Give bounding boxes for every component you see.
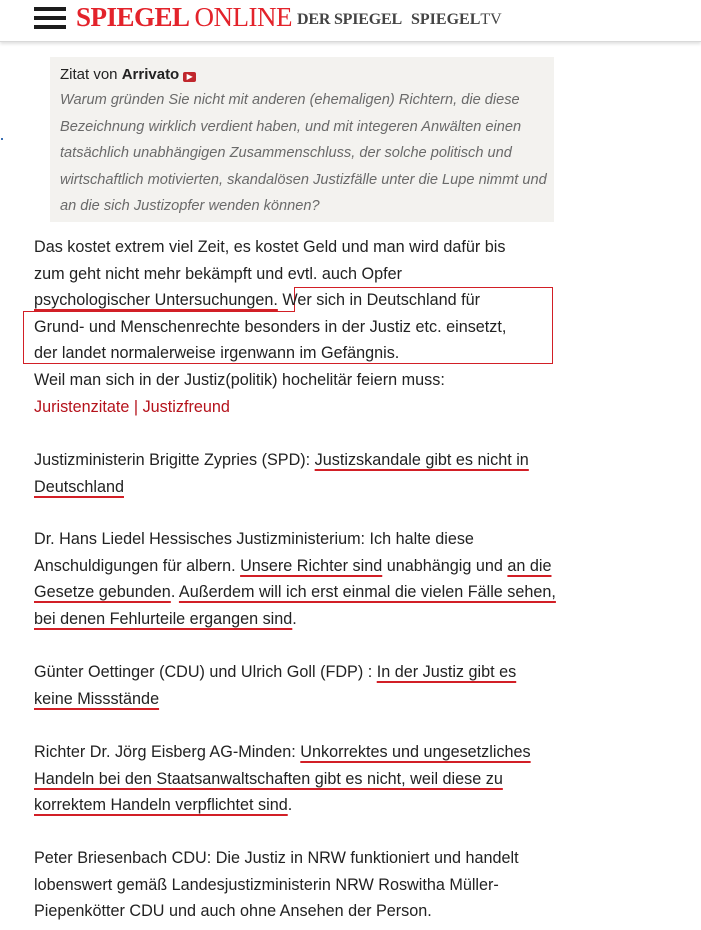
paragraph-eisberg: Richter Dr. Jörg Eisberg AG-Minden: Unkorrektes und ungesetzliches Handeln bei den Staatsanwaltschaften gibt es nicht, weil diese zu korrektem Handeln verpflichtet sind. (34, 743, 531, 814)
paragraph-1-top: Das kostet extrem viel Zeit, es kostet Geld und man wird dafür bis zum geht nicht mehr bekämpft und evtl. auch Opfer (34, 238, 506, 283)
paragraph-1-bottom: Weil man sich in der Justiz(politik) hochelitär feiern muss: Juristenzitate | Justizfreund (34, 371, 445, 416)
link-justizfreund[interactable]: Justizfreund (142, 397, 230, 416)
paragraph-briesenbach: Peter Briesenbach CDU: Die Justiz in NRW funktioniert und handelt lobenswert gemäß Landesjustizministerin NRW Roswitha Müller-Piepenkötter CDU und auch ohne Ansehen der Person. (34, 849, 519, 920)
nav-der-spiegel[interactable]: DER SPIEGEL (297, 11, 402, 28)
jump-to-quote-icon[interactable]: ▶ (183, 72, 196, 82)
nav-spiegel-tv[interactable]: SPIEGELTV (411, 11, 502, 28)
paragraph-oettinger: Günter Oettinger (CDU) und Ulrich Goll (FDP) : In der Justiz gibt es keine Missstände (34, 663, 517, 708)
paragraph-1-highlight: psychologischer Untersuchungen. Wer sich in Deutschland für Grund- und Menschenrechte besonders in der Justiz etc. einsetzt, der landet normalerweise irgenwann im Gefängnis. (34, 291, 507, 362)
hamburger-menu-icon[interactable] (34, 7, 66, 29)
edge-marker (1, 138, 3, 140)
quote-header: Zitat von Arrivato ▶ (60, 66, 544, 84)
quote-block (50, 57, 554, 222)
quote-text: Warum gründen Sie nicht mit anderen (ehemaligen) Richtern, die diese Bezeichnung wirklich verdient haben, und mit integeren Anwälten einen tatsächlich unabhängigen Zusammenschluss, der solche politisch und wirtschaftlich motivierten, skandalösen Justizfälle unter die Lupe nimmt und an die sich Justizopfer wenden können? (60, 92, 547, 214)
paragraph-zypries: Justizministerin Brigitte Zypries (SPD): Justizskandale gibt es nicht in Deutschland (34, 451, 529, 496)
link-juristenzitate[interactable]: Juristenzitate (34, 397, 130, 416)
top-navigation-bar (0, 0, 701, 42)
paragraph-liedel: Dr. Hans Liedel Hessisches Justizministerium: Ich halte diese Anschuldigungen für albern. Unsere Richter sind unabhängig und an die Gesetze gebunden. Außerdem will ich erst einmal die vielen Fälle sehen, bei denen Fehlurteile ergangen sind. (34, 530, 556, 628)
quote-author-link[interactable]: Arrivato (121, 66, 180, 83)
spiegel-online-logo[interactable]: SPIEGEL ONLINE (76, 2, 293, 32)
